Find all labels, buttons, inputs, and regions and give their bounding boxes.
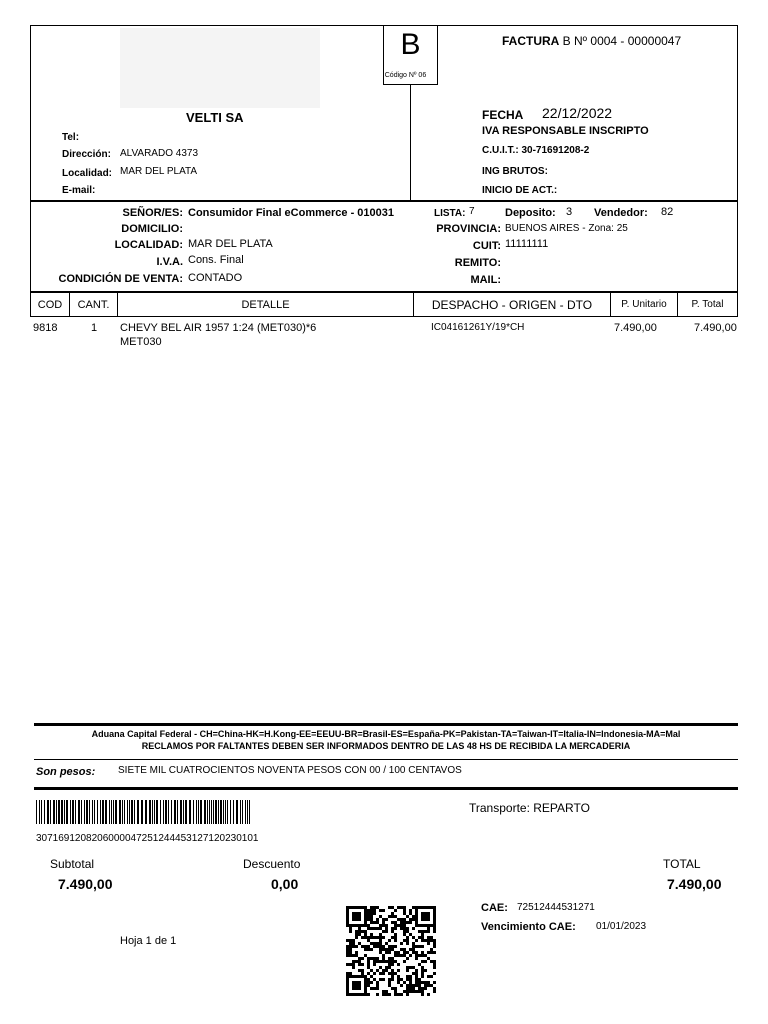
son-pesos-top-rule	[34, 759, 738, 760]
barcode	[36, 800, 252, 824]
condicion-value: CONTADO	[188, 272, 243, 284]
ing-brutos-label: ING BRUTOS:	[482, 166, 548, 177]
issuer-name: VELTI SA	[186, 110, 244, 125]
col-unitario-header: P. Unitario	[610, 292, 678, 317]
header-divider	[410, 84, 411, 201]
iva-label: I.V.A.	[156, 256, 183, 268]
row-total: 7.490,00	[694, 322, 737, 334]
descuento-label: Descuento	[243, 857, 301, 871]
reclamos-note: RECLAMOS POR FALTANTES DEBEN SER INFORMADOS DENTRO DE LAS 48 HS DE RECIBIDA LA MERCADERIA	[141, 741, 631, 751]
descuento-value: 0,00	[271, 876, 299, 892]
issuer-direccion: ALVARADO 4373	[120, 148, 199, 159]
issuer-direccion-label: Dirección:	[62, 149, 111, 160]
col-total-header: P. Total	[677, 292, 738, 317]
fecha-label: FECHA	[482, 108, 524, 122]
issuer-tel-label: Tel:	[62, 132, 80, 143]
senor-label: SEÑOR/ES:	[122, 207, 183, 219]
aduana-note: Aduana Capital Federal - CH=China-HK=H.Kong-EE=EEUU-BR=Brasil-ES=España-PK=Pakistan-TA=Taiwan-IT=Italia-IN=Indonesia-MA=Mal	[91, 729, 681, 739]
invoice-number: B Nº 0004 - 00000047	[562, 34, 682, 48]
lista-value: 7	[469, 206, 475, 217]
client-localidad-label: LOCALIDAD:	[114, 239, 183, 251]
cae-value: 72512444531271	[517, 902, 595, 913]
qr-code	[345, 906, 437, 996]
issuer-localidad: MAR DEL PLATA	[120, 166, 198, 177]
invoice-title-bold: FACTURA	[502, 34, 560, 48]
row-unitario: 7.490,00	[614, 322, 657, 334]
subtotal-value: 7.490,00	[58, 876, 113, 892]
senor-value: Consumidor Final eCommerce - 010031	[188, 207, 395, 219]
page-indicator: Hoja 1 de 1	[120, 935, 177, 947]
barcode-number: 30716912082060000472512444531271202301​01	[36, 833, 259, 844]
vendedor-value: 82	[661, 206, 674, 218]
row-detalle-2: MET030	[120, 336, 162, 348]
deposito-value: 3	[566, 206, 573, 218]
client-cuit-label: CUIT:	[472, 240, 501, 252]
row-cod: 9818	[33, 322, 58, 334]
row-cant: 1	[91, 322, 98, 334]
client-localidad: MAR DEL PLATA	[188, 238, 273, 250]
col-detalle-header: DETALLE	[117, 292, 414, 317]
issuer-localidad-label: Localidad:	[62, 168, 113, 179]
col-cant-header: CANT.	[69, 292, 118, 317]
fecha-value: 22/12/2022	[542, 105, 613, 121]
inicio-act-label: INICIO DE ACT.:	[482, 185, 558, 196]
deposito-label: Deposito:	[505, 207, 556, 219]
total-value: 7.490,00	[667, 876, 722, 892]
condicion-label: CONDICIÓN DE VENTA:	[58, 273, 183, 285]
row-despacho: IC04161261Y/19*CH	[431, 322, 525, 333]
issuer-email-label: E-mail:	[62, 185, 96, 196]
son-pesos-label: Son pesos:	[36, 766, 96, 778]
invoice-title	[502, 34, 681, 48]
cuit-value: 30-71691208-2	[521, 145, 590, 156]
cae-label: CAE:	[481, 902, 508, 914]
invoice-letter: B	[400, 28, 421, 61]
venc-cae-value: 01/01/2023	[596, 921, 647, 932]
lista-label: LISTA:	[434, 208, 466, 219]
company-logo	[120, 28, 320, 108]
col-despacho-header: DESPACHO - ORIGEN - DTO	[413, 292, 611, 317]
total-label: TOTAL	[663, 857, 701, 871]
son-pesos-bottom-rule	[34, 787, 738, 790]
son-pesos-value: SIETE MIL CUATROCIENTOS NOVENTA PESOS CON 00 / 100 CENTAVOS	[118, 765, 462, 776]
provincia-value: BUENOS AIRES - Zona: 25	[505, 223, 628, 234]
row-detalle-1: CHEVY BEL AIR 1957 1:24 (MET030)*6	[120, 322, 317, 334]
iva-condicion: IVA RESPONSABLE INSCRIPTO	[482, 125, 649, 137]
venc-cae-label: Vencimiento CAE:	[481, 921, 576, 933]
cuit-label: C.U.I.T.:	[482, 145, 519, 156]
remito-label: REMITO:	[454, 257, 501, 269]
provincia-label: PROVINCIA:	[436, 223, 501, 235]
vendedor-label: Vendedor:	[594, 207, 648, 219]
subtotal-label: Subtotal	[50, 857, 95, 871]
cuit-line	[482, 145, 589, 156]
mail-label: MAIL:	[470, 274, 501, 286]
domicilio-label: DOMICILIO:	[121, 223, 183, 235]
invoice-codigo: Código Nº 06	[384, 72, 427, 79]
footer-top-rule	[34, 723, 738, 726]
iva-value: Cons. Final	[188, 254, 244, 266]
transporte: Transporte: REPARTO	[469, 801, 590, 815]
col-cod-header: COD	[30, 292, 70, 317]
client-cuit-value: 11111111	[505, 238, 549, 250]
